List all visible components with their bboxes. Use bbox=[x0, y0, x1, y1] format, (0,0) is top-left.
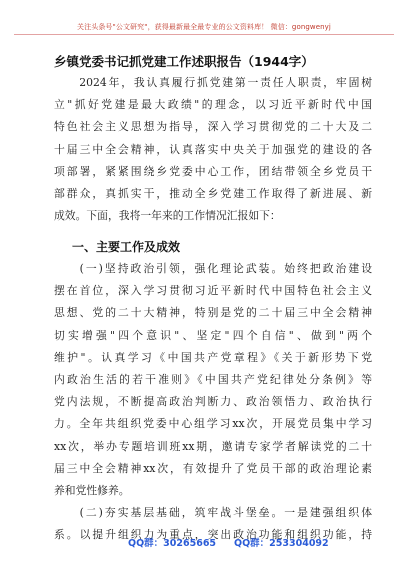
text-line: 2024年，我认真履行抓党建第一责任人职责，牢固树 bbox=[54, 76, 372, 89]
header-divider bbox=[14, 34, 394, 35]
qq-group-right: QQ群：253304092 bbox=[234, 538, 329, 549]
header-promo-note: 关注头条号"公文研究"，获得最新最全最专业的公文资料库！ 微信：gongwenyj bbox=[77, 23, 331, 31]
text-line: 立"抓好党建是最大政绩"的理念，以习近平新时代中国 bbox=[54, 98, 372, 112]
qq-group-left: QQ群：30265665 bbox=[128, 538, 217, 549]
text-line: 成效。下面，我将一年来的工作情况汇报如下： bbox=[54, 209, 281, 223]
text-line: 切实增强"四个意识"、坚定"四个自信"、做到"两个 bbox=[54, 328, 372, 342]
intro-paragraph bbox=[54, 72, 372, 227]
text-line: 维护"。认真学习《中国共产党章程》《关于新形势下党 bbox=[54, 350, 372, 364]
document-title: 乡镇党委书记抓党建工作述职报告（1944字） bbox=[54, 54, 314, 69]
text-line: (一)坚持政治引领，强化理论武装。始终把政治建设 bbox=[54, 262, 372, 275]
section1-paragraph-end bbox=[54, 480, 372, 502]
text-line: 养和党性修养。 bbox=[54, 484, 130, 497]
text-line: 内政治生活的若干准则》《中国共产党纪律处分条例》等 bbox=[54, 372, 372, 386]
text-line: 十届三中全会精神，认真落实中央关于加强党的建设的各 bbox=[54, 142, 372, 156]
text-line: 摆在首位，深入学习贯彻习近平新时代中国特色社会主义 bbox=[54, 284, 372, 298]
section1-paragraph bbox=[54, 258, 372, 480]
text-line: 部群众，真抓实干，推动全乡党建工作取得了新进展、新 bbox=[54, 186, 372, 200]
text-line: 项部署，紧紧围绕乡党委中心工作，团结带领全乡党员干 bbox=[54, 164, 372, 178]
text-line: 思想、党的二十大精神，特别是党的二十届三中全会精神 bbox=[54, 306, 372, 320]
text-line: (二)夯实基层基础，筑牢战斗堡垒。一是建强组织体 bbox=[54, 506, 372, 519]
footer bbox=[0, 535, 408, 549]
section-heading: 一、主要工作及成效 bbox=[72, 240, 181, 254]
text-line: xx次，举办专题培训班xx期，邀请专家学者解读党的二十 bbox=[54, 439, 372, 453]
text-line: 届三中全会精神xx次，有效提升了党员干部的政治理论素 bbox=[54, 461, 372, 475]
text-line: 特色社会主义思想为指导，深入学习贯彻党的二十大及二 bbox=[54, 120, 372, 134]
text-line: 系。以提升组织力为重点，突出政治功能和组织功能，持 bbox=[54, 528, 372, 542]
text-line: 党内法规，不断提高政治判断力、政治领悟力、政治执行 bbox=[54, 395, 372, 409]
text-line: 力。全年共组织党委中心组学习xx次，开展党员集中学习 bbox=[54, 417, 372, 431]
